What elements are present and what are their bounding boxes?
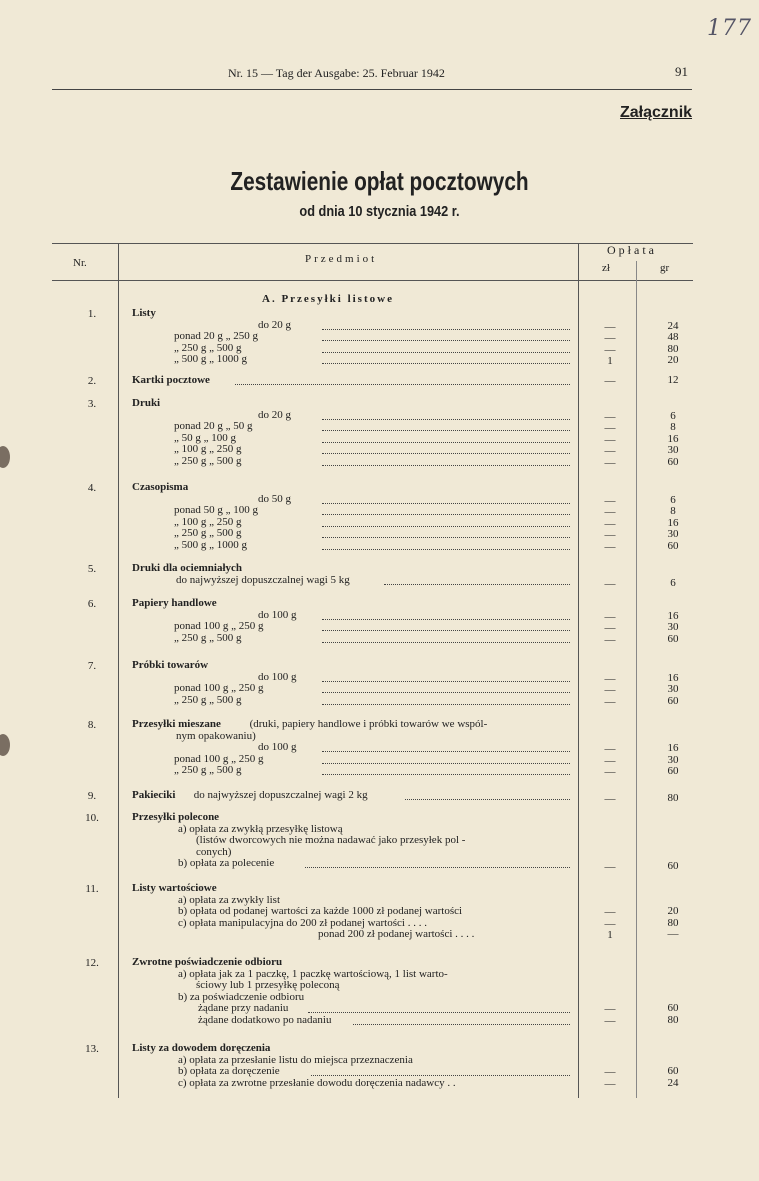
column-header-fee: Opłata — [607, 243, 657, 257]
dot-leader — [322, 513, 570, 515]
fee-gr: 6 — [670, 576, 676, 589]
row-title: Druki dla ociemniałych — [132, 562, 243, 574]
row-number: 12. — [85, 957, 99, 969]
fee-zl: — — [604, 529, 616, 541]
fee-zl: — — [604, 861, 616, 873]
fee-zl: — — [604, 577, 616, 590]
fee-gr: 24 — [667, 319, 679, 332]
fee-zl: — — [604, 494, 616, 507]
column-header-nr: Nr. — [73, 257, 87, 269]
dot-leader — [322, 452, 570, 454]
fee-zl: — — [604, 506, 616, 518]
fee-zl: — — [604, 766, 616, 778]
weight-range: „ 50 g „ 100 g — [174, 431, 237, 444]
item-text: c) opłata manipulacyjna do 200 zł podanej wartości . . . . — [178, 916, 427, 929]
weight-range: do 20 g — [258, 408, 291, 421]
dot-leader — [322, 351, 570, 353]
table-header-rule — [52, 280, 693, 281]
item-text: a) opłata za przesłanie listu do miejsca przeznaczenia — [178, 1053, 413, 1066]
weight-range: ponad 20 g „ 250 g — [174, 330, 259, 342]
column-divider-fee — [578, 243, 579, 1098]
fee-zl: — — [604, 793, 616, 805]
weight-range: „ 500 g „ 1000 g — [174, 353, 248, 365]
dot-leader — [322, 750, 570, 752]
fee-gr: 16 — [667, 432, 679, 445]
item-text: a) opłata za zwykłą przesyłkę listową — [178, 822, 343, 835]
weight-range: „ 250 g „ 500 g — [174, 693, 242, 706]
row-title: Przesyłki mieszane — [132, 718, 221, 730]
dot-leader — [311, 1074, 570, 1076]
fee-gr: 60 — [667, 694, 679, 707]
dot-leader — [322, 703, 570, 705]
fee-gr: 16 — [667, 671, 679, 684]
fee-gr: 60 — [667, 539, 679, 552]
dot-leader — [322, 362, 570, 364]
fee-gr: 48 — [667, 331, 679, 343]
fee-zl: — — [604, 1066, 616, 1078]
item-text: c) opłata za zwrotne przesłanie dowodu doręczenia nadawcy . . — [178, 1076, 456, 1089]
dot-leader — [384, 583, 571, 585]
document-subtitle: od dnia 10 stycznia 1942 r. — [299, 203, 460, 220]
fee-gr: 12 — [667, 374, 679, 386]
dot-leader — [305, 866, 570, 868]
row-title: Próbki towarów — [132, 659, 209, 671]
fee-zl: — — [604, 622, 616, 634]
dot-leader — [322, 525, 570, 527]
row-title: Pakieciki — [132, 789, 176, 801]
weight-range: ponad 100 g „ 250 g — [174, 752, 264, 765]
dot-leader — [322, 464, 570, 466]
dot-leader — [322, 680, 570, 682]
fee-zl: — — [604, 754, 616, 767]
fee-zl: — — [604, 332, 616, 344]
weight-range: „ 250 g „ 500 g — [174, 527, 242, 539]
row-number: 7. — [87, 660, 97, 672]
row-number: 2. — [87, 375, 97, 387]
fee-zl: — — [604, 343, 616, 356]
fee-gr: 60 — [667, 455, 679, 468]
dot-leader — [322, 762, 570, 764]
weight-range: „ 250 g „ 500 g — [174, 341, 242, 354]
dot-leader — [322, 691, 570, 693]
fee-zl: — — [604, 684, 616, 696]
fee-zl: — — [604, 695, 616, 708]
column-divider-zl-gr — [636, 261, 637, 1098]
weight-range: „ 100 g „ 250 g — [174, 443, 242, 455]
item-text: b) opłata za polecenie — [178, 857, 275, 869]
table-top-rule — [52, 243, 693, 244]
fee-zl: — — [604, 906, 616, 918]
punch-hole-top — [0, 446, 10, 468]
weight-range: do 100 g — [258, 741, 297, 753]
dot-leader — [322, 618, 570, 620]
fee-zl: — — [604, 320, 616, 333]
issue-header: Nr. 15 — Tag der Ausgabe: 25. Februar 1942 — [228, 66, 445, 80]
fee-gr: 24 — [667, 1076, 679, 1089]
fee-zl: — — [604, 422, 616, 434]
item-text: żądane przy nadaniu — [198, 1002, 289, 1014]
row-number: 5. — [87, 563, 97, 575]
row-subtitle: do najwyższej dopuszczalnej wagi 5 kg — [176, 573, 350, 586]
dot-leader — [353, 1023, 570, 1025]
column-header-subject: Przedmiot — [305, 253, 378, 265]
row-title: Druki — [132, 397, 161, 409]
fee-gr: 8 — [670, 421, 676, 433]
fee-gr: 6 — [670, 409, 676, 422]
row-number: 8. — [87, 719, 97, 731]
fee-gr: 80 — [667, 792, 679, 804]
column-divider-nr — [118, 243, 119, 1098]
punch-hole-bottom — [0, 734, 10, 756]
fee-gr: 30 — [667, 444, 679, 456]
fee-gr: 80 — [667, 1013, 679, 1026]
item-text: b) opłata za doręczenie — [178, 1065, 280, 1077]
column-header-gr: gr — [660, 262, 670, 274]
dot-leader — [322, 536, 570, 538]
row-title: Papiery handlowe — [132, 597, 217, 609]
row-number: 10. — [85, 812, 99, 824]
fee-zl: — — [604, 375, 616, 387]
fee-gr: 20 — [667, 354, 679, 366]
dot-leader — [405, 798, 570, 800]
row-title-line2: nym opakowaniu) — [176, 729, 256, 742]
dot-leader — [322, 773, 570, 775]
fee-zl: — — [604, 1003, 616, 1015]
dot-leader — [322, 548, 570, 550]
fee-zl: — — [604, 410, 616, 423]
fee-gr: 80 — [667, 342, 679, 355]
fee-gr: 30 — [667, 753, 679, 766]
fee-zl: — — [604, 610, 616, 623]
dot-leader — [322, 629, 570, 631]
weight-range: ponad 20 g „ 50 g — [174, 420, 253, 432]
fee-gr: 30 — [667, 683, 679, 695]
row-title: Listy wartościowe — [132, 882, 217, 894]
dot-leader — [308, 1011, 570, 1013]
item-text: b) za poświadczenie odbioru — [178, 990, 305, 1003]
fee-zl: — — [604, 633, 616, 646]
fee-gr: 60 — [667, 860, 679, 872]
row-title: Zwrotne poświadczenie odbioru — [132, 956, 283, 968]
weight-range: „ 250 g „ 500 g — [174, 764, 242, 776]
section-a-heading: A. Przesyłki listowe — [262, 293, 394, 305]
attachment-label: Załącznik — [620, 104, 693, 121]
row-number: 11. — [85, 883, 99, 895]
fee-zl: — — [604, 517, 616, 530]
fee-zl: — — [604, 456, 616, 469]
dot-leader — [322, 641, 570, 643]
fee-gr: 8 — [670, 505, 676, 517]
row-number: 1. — [87, 308, 97, 320]
fee-zl: — — [604, 1077, 616, 1090]
fee-zl: — — [604, 1014, 616, 1027]
fee-gr: 60 — [667, 765, 679, 777]
fee-gr: 30 — [667, 528, 679, 540]
weight-range: ponad 50 g „ 100 g — [174, 504, 259, 516]
fee-zl: — — [604, 743, 616, 755]
row-title: Przesyłki polecone — [132, 811, 220, 823]
header-rule — [52, 89, 692, 90]
weight-range: „ 500 g „ 1000 g — [174, 538, 248, 551]
fee-zl: — — [604, 445, 616, 457]
row-title-rest: (druki, papiery handlowe i próbki towarów we wspól- — [249, 718, 488, 730]
weight-range: do 100 g — [258, 608, 297, 621]
fee-gr: 30 — [667, 621, 679, 633]
fee-zl: 1 — [607, 929, 613, 941]
item-text: ponad 200 zł podanej wartości . . . . — [318, 928, 475, 940]
row-number: 6. — [87, 598, 97, 610]
row-number: 9. — [87, 790, 97, 802]
row-title: Kartki pocztowe — [132, 374, 210, 386]
weight-range: do 20 g — [258, 318, 291, 331]
weight-range: „ 250 g „ 500 g — [174, 454, 242, 467]
fee-gr: 60 — [667, 1065, 679, 1077]
item-text: żądane dodatkowo po nadaniu — [198, 1013, 332, 1026]
fee-gr: 16 — [667, 609, 679, 622]
page-number: 91 — [675, 64, 688, 79]
weight-range: do 100 g — [258, 670, 297, 683]
fee-zl: — — [604, 917, 616, 930]
dot-leader — [322, 429, 570, 431]
row-title: Listy — [132, 307, 156, 319]
fee-gr: 16 — [667, 516, 679, 529]
item-text: (listów dworcowych nie można nadawać jako przesyłek pol - — [196, 834, 466, 846]
weight-range: do 50 g — [258, 492, 291, 505]
item-text: b) opłata od podanej wartości za każde 1000 zł podanej wartości — [178, 905, 463, 917]
fee-gr: 60 — [667, 632, 679, 645]
column-header-zl: zł — [602, 262, 610, 274]
weight-range: ponad 100 g „ 250 g — [174, 620, 264, 632]
dot-leader — [235, 383, 570, 385]
dot-leader — [322, 441, 570, 443]
row-number: 13. — [85, 1043, 99, 1055]
item-text: ściowy lub 1 przesyłkę poleconą — [196, 979, 340, 991]
fee-zl: — — [604, 540, 616, 553]
fee-gr: 20 — [667, 905, 679, 917]
weight-range: ponad 100 g „ 250 g — [174, 682, 264, 694]
fee-gr: 6 — [670, 493, 676, 506]
row-title: Listy za dowodem doręczenia — [132, 1042, 271, 1054]
dot-leader — [322, 339, 570, 341]
weight-range: „ 250 g „ 500 g — [174, 631, 242, 644]
fee-gr: 80 — [667, 916, 679, 929]
row-number: 4. — [87, 482, 97, 494]
fee-zl: — — [604, 433, 616, 446]
row-title: Czasopisma — [132, 481, 189, 493]
row-title-rest: do najwyższej dopuszczalnej wagi 2 kg — [193, 789, 368, 801]
weight-range: „ 100 g „ 250 g — [174, 515, 242, 528]
item-text: conych) — [196, 845, 232, 858]
dot-leader — [322, 418, 570, 420]
item-text: a) opłata jak za 1 paczkę, 1 paczkę wartościową, 1 list warto- — [178, 967, 448, 980]
fee-gr: 16 — [667, 742, 679, 754]
dot-leader — [322, 502, 570, 504]
fee-zl: 1 — [607, 355, 613, 367]
dot-leader — [322, 328, 570, 330]
fee-gr: 60 — [667, 1002, 679, 1014]
fee-zl: — — [604, 672, 616, 685]
handwritten-page-number: 177 — [707, 16, 752, 41]
row-number: 3. — [87, 398, 97, 410]
fee-gr: — — [667, 928, 679, 940]
document-title: Zestawienie opłat pocztowych — [230, 166, 529, 196]
item-text: a) opłata za zwykły list — [178, 893, 281, 906]
